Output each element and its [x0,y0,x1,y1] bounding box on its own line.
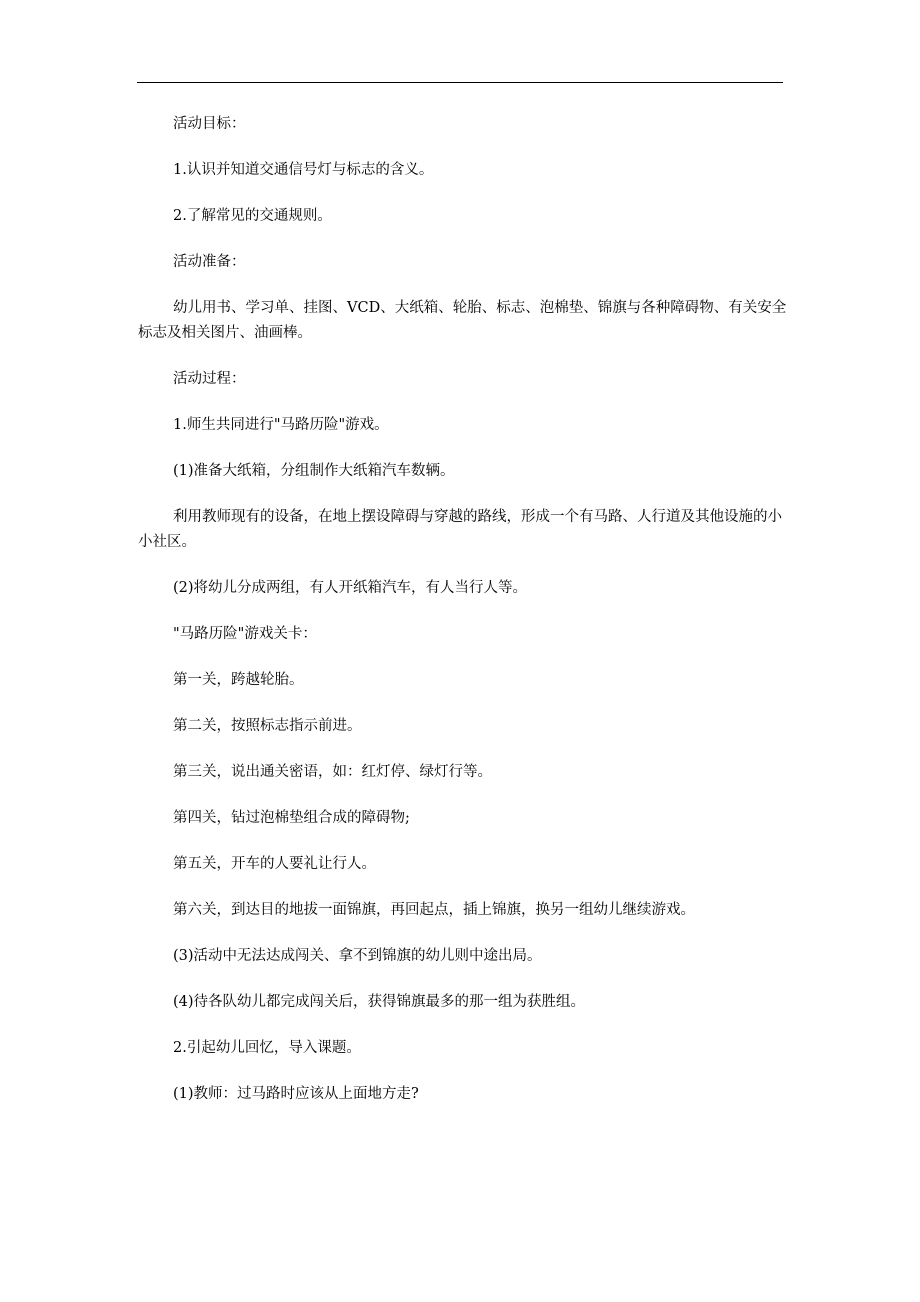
preparation-materials: 幼儿用书、学习单、挂图、VCD、大纸箱、轮胎、标志、泡棉垫、锦旗与各种障碍物、有关安全标志及相关图片、油画棒。 [138,300,787,341]
heading-activity-goals: 活动目标： [173,116,246,132]
game-level-5: 第五关，开车的人要礼让行人。 [173,856,376,872]
process-step-2-substep-1: (1)教师：过马路时应该从上面地方走? [173,1086,419,1102]
game-level-2: 第二关，按照标志指示前进。 [173,718,362,734]
document-body [138,112,788,1128]
game-levels-heading: "马路历险"游戏关卡： [173,626,317,642]
game-level-1: 第一关，跨越轮胎。 [173,672,304,688]
header-rule [137,82,783,83]
process-step-1: 1.师生共同进行"马路历险"游戏。 [173,417,389,433]
game-level-6: 第六关，到达目的地拔一面锦旗，再回起点，插上锦旗，换另一组幼儿继续游戏。 [173,902,695,918]
process-substep-3: (3)活动中无法达成闯关、拿不到锦旗的幼儿则中途出局。 [173,948,542,964]
goal-item-1: 1.认识并知道交通信号灯与标志的含义。 [173,162,434,178]
game-level-3: 第三关，说出通关密语，如：红灯停、绿灯行等。 [173,764,492,780]
process-setup-description: 利用教师现有的设备，在地上摆设障碍与穿越的路线，形成一个有马路、人行道及其他设施的小小社区。 [138,509,782,550]
heading-activity-process: 活动过程： [173,371,246,387]
process-substep-4: (4)待各队幼儿都完成闯关后，获得锦旗最多的那一组为获胜组。 [173,994,586,1010]
goal-item-2: 2.了解常见的交通规则。 [173,208,332,224]
process-substep-2: (2)将幼儿分成两组，有人开纸箱汽车，有人当行人等。 [173,580,528,596]
heading-activity-preparation: 活动准备： [173,254,246,270]
process-step-2: 2.引起幼儿回忆，导入课题。 [173,1040,361,1056]
process-substep-1: (1)准备大纸箱，分组制作大纸箱汽车数辆。 [173,463,455,479]
game-level-4: 第四关，钻过泡棉垫组合成的障碍物; [173,810,410,826]
